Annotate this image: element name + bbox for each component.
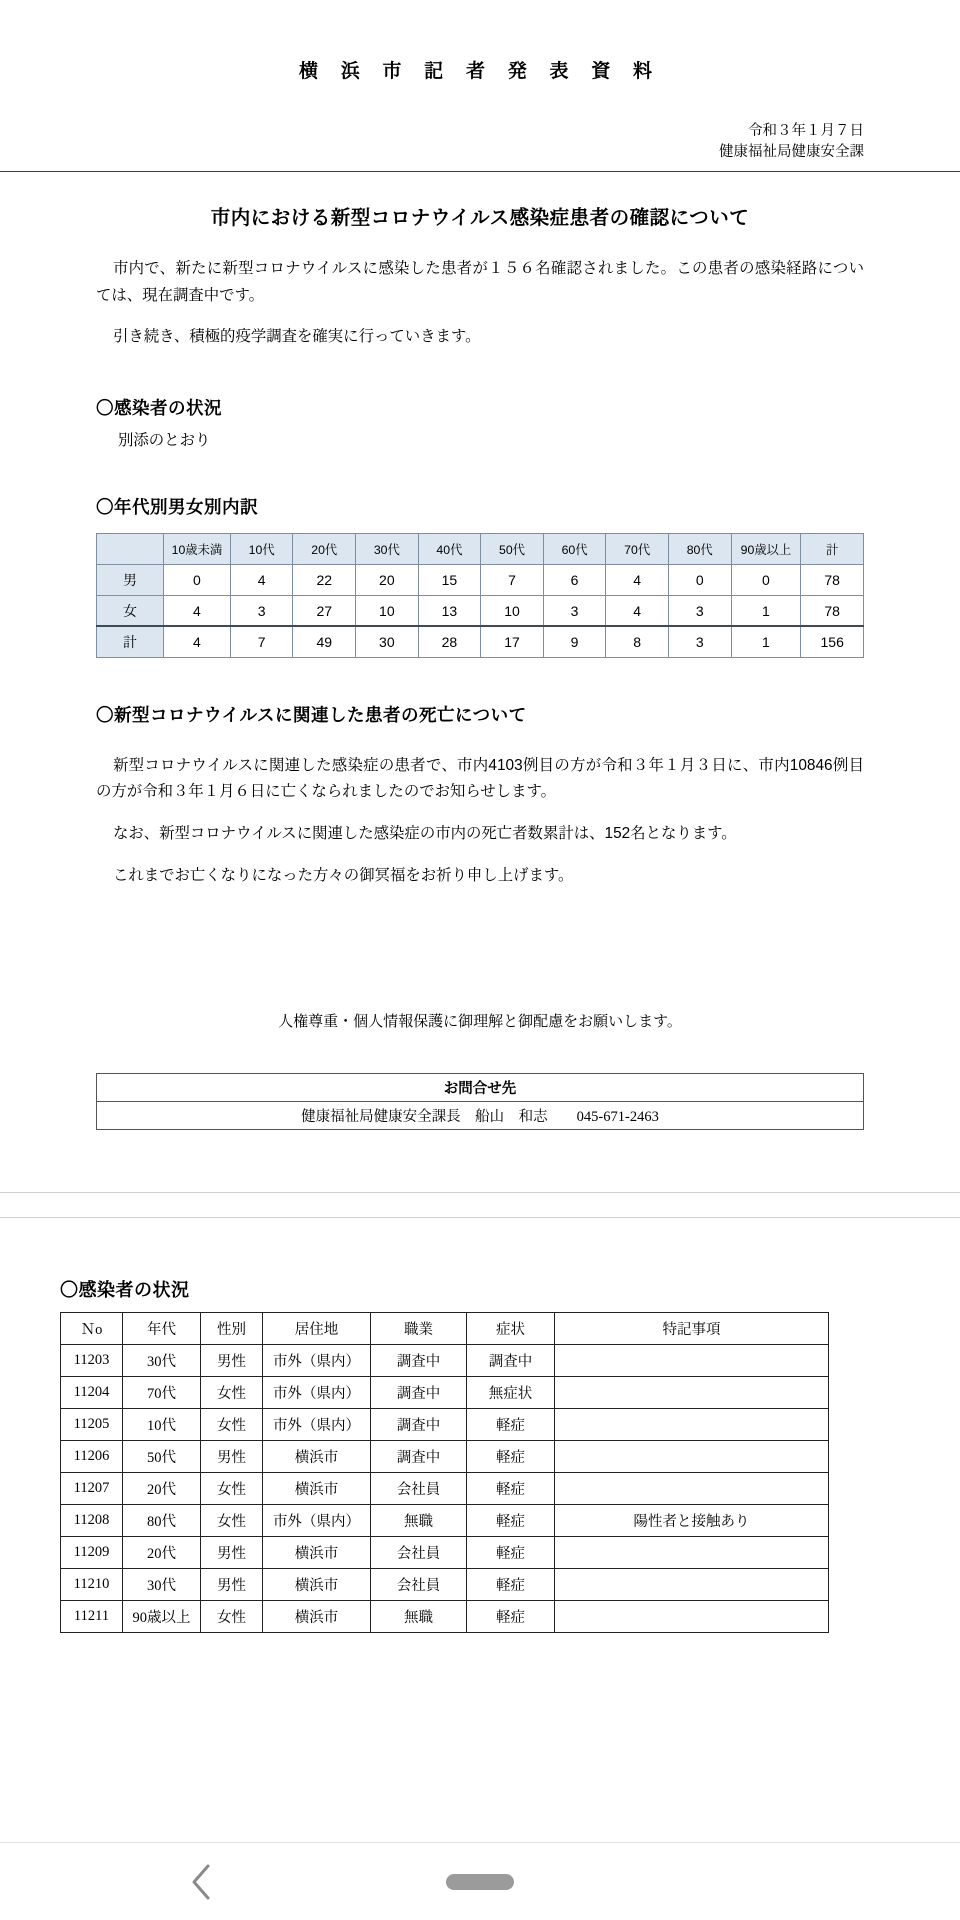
cases-cell: 20代 bbox=[123, 1536, 201, 1568]
demographics-row bbox=[97, 626, 864, 657]
cases-cell: 会社員 bbox=[371, 1472, 467, 1504]
cases-col-header-1: 年代 bbox=[123, 1312, 201, 1344]
demographics-cell: 0 bbox=[668, 564, 731, 595]
demographics-row-label: 女 bbox=[97, 595, 164, 626]
cases-cell: 市外（県内） bbox=[263, 1408, 371, 1440]
cases-cell: 11209 bbox=[61, 1536, 123, 1568]
demographics-cell: 13 bbox=[418, 595, 481, 626]
cases-cell: 調査中 bbox=[371, 1440, 467, 1472]
cases-cell: 軽症 bbox=[467, 1536, 555, 1568]
cases-cell bbox=[555, 1344, 829, 1376]
cases-cell: 女性 bbox=[201, 1376, 263, 1408]
cases-col-header-3: 居住地 bbox=[263, 1312, 371, 1344]
table-row bbox=[61, 1600, 829, 1632]
demographics-cell: 4 bbox=[606, 595, 669, 626]
cases-table bbox=[60, 1312, 829, 1633]
cases-cell bbox=[555, 1536, 829, 1568]
cases-cell: 11203 bbox=[61, 1344, 123, 1376]
demographics-cell: 20 bbox=[356, 564, 419, 595]
demographics-row bbox=[97, 595, 864, 626]
table-row bbox=[61, 1472, 829, 1504]
cases-cell: 女性 bbox=[201, 1408, 263, 1440]
cases-cell: 10代 bbox=[123, 1408, 201, 1440]
demographics-col-header-6: 50代 bbox=[481, 533, 544, 564]
cases-header-row bbox=[61, 1312, 829, 1344]
demographics-cell: 78 bbox=[801, 564, 864, 595]
demographics-row-label: 計 bbox=[97, 626, 164, 657]
cases-cell: 11208 bbox=[61, 1504, 123, 1536]
demographics-cell: 4 bbox=[230, 564, 293, 595]
cases-cell: 11211 bbox=[61, 1600, 123, 1632]
cases-cell: 無症状 bbox=[467, 1376, 555, 1408]
cases-cell: 調査中 bbox=[371, 1408, 467, 1440]
cases-cell: 女性 bbox=[201, 1504, 263, 1536]
demographics-cell: 156 bbox=[801, 626, 864, 657]
contact-box bbox=[96, 1073, 864, 1130]
demographics-cell: 6 bbox=[543, 564, 606, 595]
intro-paragraph-2: 引き続き、積極的疫学調査を確実に行っていきます。 bbox=[112, 328, 481, 346]
demographics-cell: 3 bbox=[543, 595, 606, 626]
system-navigation-bar bbox=[0, 1842, 960, 1920]
cases-col-header-6: 特記事項 bbox=[555, 1312, 829, 1344]
table-row bbox=[61, 1408, 829, 1440]
demographics-cell: 4 bbox=[163, 626, 230, 657]
cases-section-heading: 〇感染者の状況 bbox=[60, 1279, 190, 1300]
cases-cell bbox=[555, 1600, 829, 1632]
cases-cell: 軽症 bbox=[467, 1600, 555, 1632]
demographics-cell: 49 bbox=[293, 626, 356, 657]
demographics-col-header-5: 40代 bbox=[418, 533, 481, 564]
cases-cell bbox=[555, 1568, 829, 1600]
cases-cell: 90歳以上 bbox=[123, 1600, 201, 1632]
demographics-table-wrapper bbox=[96, 533, 864, 658]
cases-cell bbox=[555, 1472, 829, 1504]
demographics-cell: 10 bbox=[481, 595, 544, 626]
demographics-row-label: 男 bbox=[97, 564, 164, 595]
cases-cell: 調査中 bbox=[371, 1376, 467, 1408]
document-meta bbox=[96, 121, 864, 163]
demographics-cell: 0 bbox=[163, 564, 230, 595]
demographics-cell: 1 bbox=[731, 626, 801, 657]
cases-cell: 調査中 bbox=[371, 1344, 467, 1376]
cases-cell: 11204 bbox=[61, 1376, 123, 1408]
cases-cell: 横浜市 bbox=[263, 1536, 371, 1568]
demographics-cell: 3 bbox=[230, 595, 293, 626]
cases-cell: 無職 bbox=[371, 1600, 467, 1632]
table-row bbox=[61, 1568, 829, 1600]
demographics-col-header-7: 60代 bbox=[543, 533, 606, 564]
demographics-cell: 3 bbox=[668, 626, 731, 657]
cases-cell: 男性 bbox=[201, 1440, 263, 1472]
demographics-col-header-8: 70代 bbox=[606, 533, 669, 564]
cases-cell: 80代 bbox=[123, 1504, 201, 1536]
demographics-col-header-9: 80代 bbox=[668, 533, 731, 564]
cases-cell: 女性 bbox=[201, 1600, 263, 1632]
publication-date: 令和３年１月７日 bbox=[748, 123, 864, 139]
chevron-left-icon bbox=[188, 1862, 214, 1902]
cases-cell: 11205 bbox=[61, 1408, 123, 1440]
cases-cell bbox=[555, 1440, 829, 1472]
demographics-col-header-4: 30代 bbox=[356, 533, 419, 564]
cases-cell bbox=[555, 1408, 829, 1440]
table-row bbox=[61, 1344, 829, 1376]
page-separator bbox=[0, 1192, 960, 1218]
cases-cell: 市外（県内） bbox=[263, 1376, 371, 1408]
demographics-col-header-3: 20代 bbox=[293, 533, 356, 564]
cases-cell: 軽症 bbox=[467, 1472, 555, 1504]
cases-cell: 30代 bbox=[123, 1344, 201, 1376]
cases-col-header-0: Ｎo bbox=[61, 1312, 123, 1344]
cases-cell: 11210 bbox=[61, 1568, 123, 1600]
cases-cell: 市外（県内） bbox=[263, 1504, 371, 1536]
demographics-cell: 8 bbox=[606, 626, 669, 657]
cases-cell: 無職 bbox=[371, 1504, 467, 1536]
death-paragraph-2: なお、新型コロナウイルスに関連した感染症の市内の死亡者数累計は、152名となります。 bbox=[112, 825, 737, 843]
demographics-cell: 1 bbox=[731, 595, 801, 626]
table-row bbox=[61, 1504, 829, 1536]
demographics-cell: 27 bbox=[293, 595, 356, 626]
header-divider bbox=[0, 171, 960, 172]
death-paragraph-3: これまでお亡くなりになった方々の御冥福をお祈り申し上げます。 bbox=[112, 867, 574, 885]
cases-cell: 11207 bbox=[61, 1472, 123, 1504]
cases-cell: 横浜市 bbox=[263, 1600, 371, 1632]
demographics-col-header-10: 90歳以上 bbox=[731, 533, 801, 564]
section-heading-breakdown: 〇年代別男女別内訳 bbox=[96, 496, 258, 517]
demographics-cell: 4 bbox=[163, 595, 230, 626]
table-row bbox=[61, 1536, 829, 1568]
demographics-cell: 9 bbox=[543, 626, 606, 657]
cases-cell: 70代 bbox=[123, 1376, 201, 1408]
section-heading-deaths: 〇新型コロナウイルスに関連した患者の死亡について bbox=[96, 704, 527, 725]
demographics-cell: 28 bbox=[418, 626, 481, 657]
cases-cell: 男性 bbox=[201, 1568, 263, 1600]
cases-col-header-2: 性別 bbox=[201, 1312, 263, 1344]
cases-cell: 会社員 bbox=[371, 1568, 467, 1600]
demographics-cell: 78 bbox=[801, 595, 864, 626]
cases-cell: 横浜市 bbox=[263, 1568, 371, 1600]
demographics-cell: 7 bbox=[481, 564, 544, 595]
page-1-bottom-spacer bbox=[96, 1130, 864, 1192]
back-button[interactable] bbox=[178, 1859, 224, 1905]
home-indicator[interactable] bbox=[446, 1874, 514, 1890]
cases-cell: 市外（県内） bbox=[263, 1344, 371, 1376]
demographics-cell: 7 bbox=[230, 626, 293, 657]
cases-cell: 会社員 bbox=[371, 1536, 467, 1568]
demographics-cell: 15 bbox=[418, 564, 481, 595]
issuing-department: 健康福祉局健康安全課 bbox=[719, 144, 864, 161]
section-heading-status: 〇感染者の状況 bbox=[96, 397, 222, 418]
demographics-row bbox=[97, 564, 864, 595]
document-header-title: 横 浜 市 記 者 発 表 資 料 bbox=[298, 61, 661, 82]
cases-cell: 軽症 bbox=[467, 1568, 555, 1600]
cases-cell: 横浜市 bbox=[263, 1472, 371, 1504]
cases-col-header-4: 職業 bbox=[371, 1312, 467, 1344]
privacy-notice: 人権尊重・個人情報保護に御理解と御配慮をお願いします。 bbox=[278, 1013, 682, 1030]
cases-cell: 男性 bbox=[201, 1536, 263, 1568]
cases-cell: 20代 bbox=[123, 1472, 201, 1504]
cases-cell: 調査中 bbox=[467, 1344, 555, 1376]
cases-cell: 11206 bbox=[61, 1440, 123, 1472]
cases-cell: 30代 bbox=[123, 1568, 201, 1600]
demographics-cell: 17 bbox=[481, 626, 544, 657]
cases-col-header-5: 症状 bbox=[467, 1312, 555, 1344]
cases-cell: 50代 bbox=[123, 1440, 201, 1472]
table-row bbox=[61, 1440, 829, 1472]
contact-details: 健康福祉局健康安全課長 船山 和志 045-671-2463 bbox=[97, 1101, 864, 1129]
death-paragraph-1: 新型コロナウイルスに関連した感染症の患者で、市内4103例目の方が令和３年１月３日に、市内10846例目の方が令和３年１月６日に亡くなられましたのでお知らせします。 bbox=[96, 756, 864, 801]
table-row bbox=[61, 1376, 829, 1408]
status-note: 別添のとおり bbox=[118, 431, 211, 449]
cases-cell: 軽症 bbox=[467, 1408, 555, 1440]
contact-header: お問合せ先 bbox=[97, 1073, 864, 1101]
demographics-cell: 30 bbox=[356, 626, 419, 657]
cases-cell: 軽症 bbox=[467, 1504, 555, 1536]
page-title: 市内における新型コロナウイルス感染症患者の確認について bbox=[210, 207, 750, 230]
demographics-cell: 4 bbox=[606, 564, 669, 595]
demographics-header-row bbox=[97, 533, 864, 564]
cases-cell: 女性 bbox=[201, 1472, 263, 1504]
demographics-table bbox=[96, 533, 864, 658]
demographics-cell: 3 bbox=[668, 595, 731, 626]
cases-cell: 陽性者と接触あり bbox=[555, 1504, 829, 1536]
demographics-cell: 22 bbox=[293, 564, 356, 595]
cases-cell bbox=[555, 1376, 829, 1408]
demographics-col-header-1: 10歳未満 bbox=[163, 533, 230, 564]
cases-cell: 男性 bbox=[201, 1344, 263, 1376]
demographics-col-header-2: 10代 bbox=[230, 533, 293, 564]
demographics-cell: 0 bbox=[731, 564, 801, 595]
cases-cell: 横浜市 bbox=[263, 1440, 371, 1472]
demographics-cell: 10 bbox=[356, 595, 419, 626]
intro-paragraph-1: 市内で、新たに新型コロナウイルスに感染した患者が１５６名確認されました。この患者の感染経路については、現在調査中です。 bbox=[96, 260, 864, 304]
cases-cell: 軽症 bbox=[467, 1440, 555, 1472]
document-page-2 bbox=[0, 1218, 960, 1633]
demographics-col-header-11: 計 bbox=[801, 533, 864, 564]
demographics-col-header-0 bbox=[97, 533, 164, 564]
